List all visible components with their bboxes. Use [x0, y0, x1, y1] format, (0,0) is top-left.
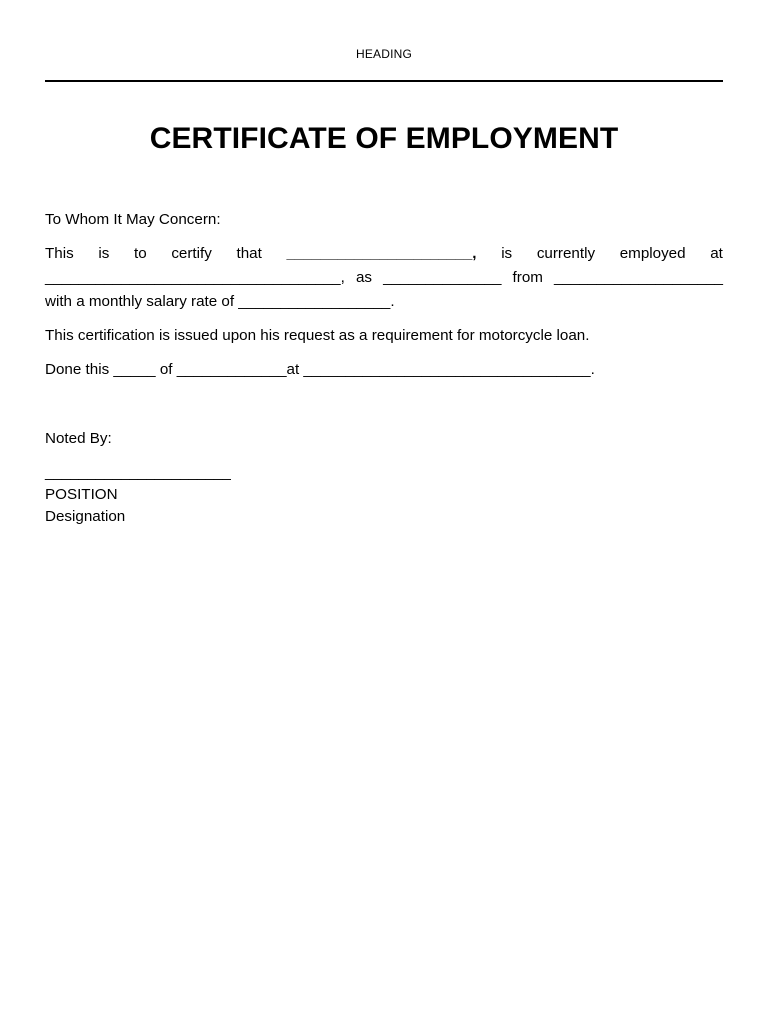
certificate-title: CERTIFICATE OF EMPLOYMENT [149, 122, 619, 155]
certify-word: is [501, 245, 513, 262]
certify-word: certify [171, 245, 212, 262]
signatory-designation: Designation [45, 508, 126, 525]
certify-line-2 [45, 266, 723, 290]
signature-line: ______________________ [45, 464, 231, 481]
header-divider [45, 80, 723, 82]
salutation: To Whom It May Concern: [45, 211, 221, 228]
certify-paragraph [45, 242, 723, 314]
page-heading: HEADING [355, 47, 413, 61]
start-date-blank: ____________________ [554, 269, 723, 286]
certify-word: that [236, 245, 262, 262]
certify-word: currently [536, 245, 596, 262]
certify-word: at [710, 245, 723, 262]
certify-word: is [98, 245, 110, 262]
certificate-body [45, 208, 723, 382]
certify-word: as [355, 269, 373, 286]
noted-by-label: Noted By: [45, 430, 112, 447]
certify-word: from [512, 269, 543, 286]
salary-line: with a monthly salary rate of __________________. [45, 293, 395, 310]
company-blank: ___________________________________, [45, 269, 345, 286]
noted-by-block [45, 428, 723, 528]
done-this-line: Done this _____ of _____________at __________________________________. [45, 361, 595, 378]
certify-word: This [45, 245, 74, 262]
certify-line-1 [45, 242, 723, 266]
employee-name-blank: ______________________, [286, 245, 477, 262]
issued-purpose-text: This certification is issued upon his request as a requirement for motorcycle loan. [45, 327, 590, 344]
signatory-position: POSITION [45, 486, 118, 503]
position-blank: ______________ [383, 269, 502, 286]
certify-word: to [133, 245, 147, 262]
certify-word: employed [619, 245, 686, 262]
